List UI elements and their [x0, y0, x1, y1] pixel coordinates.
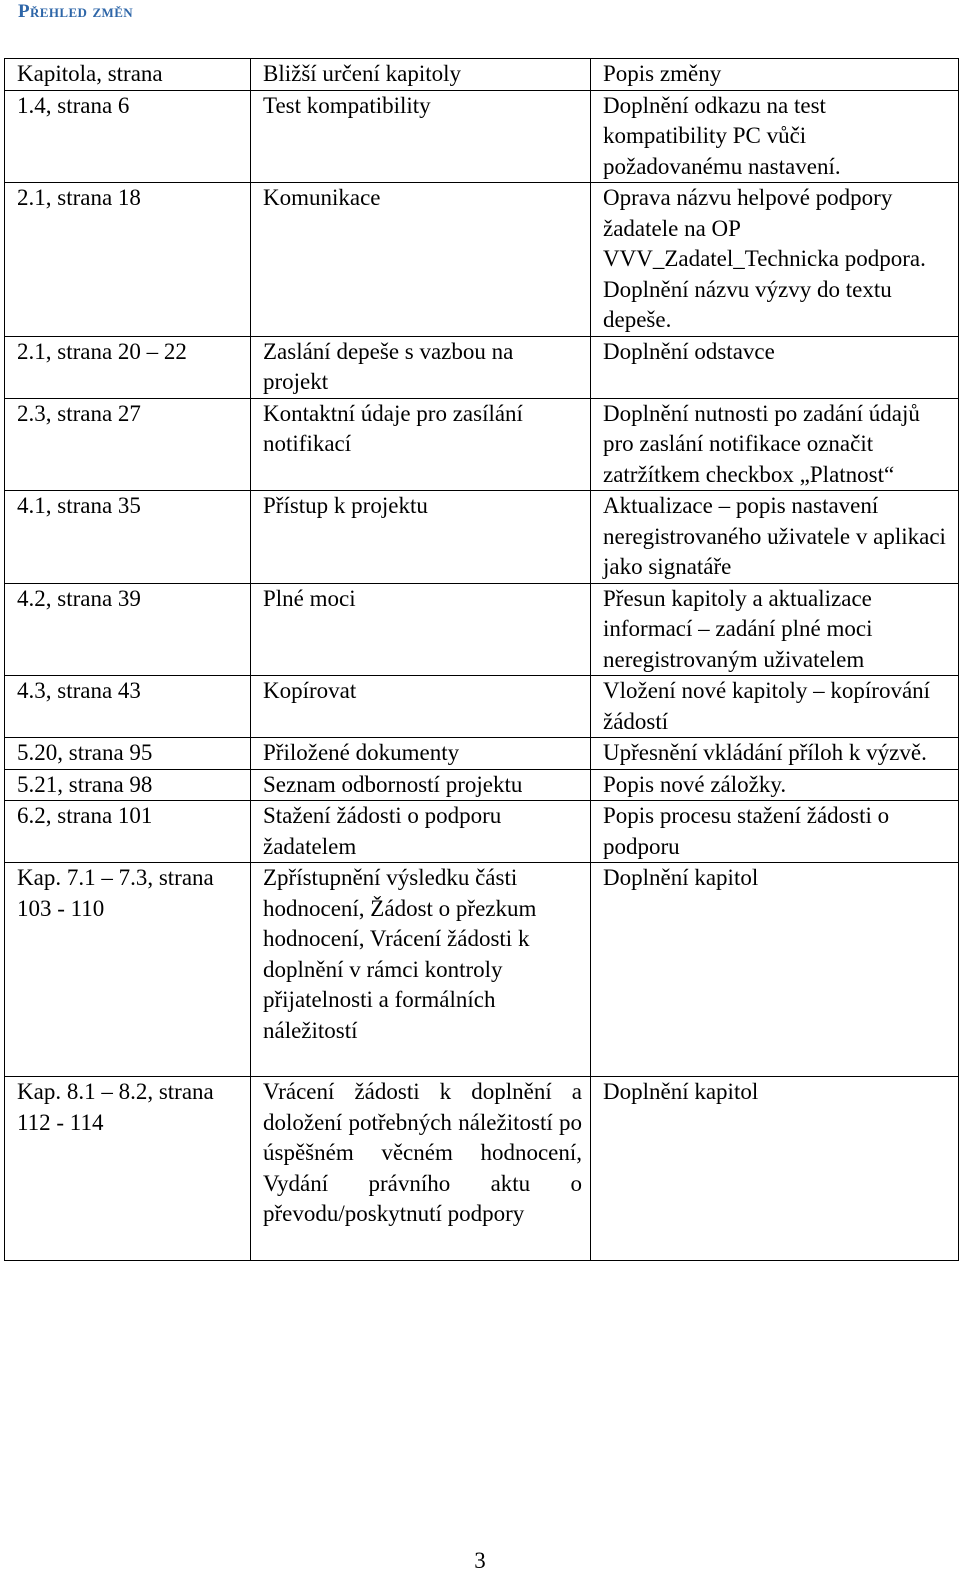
header-detail: Bližší určení kapitoly: [251, 59, 591, 91]
cell-detail: Kontaktní údaje pro zasílání notifikací: [251, 398, 591, 491]
cell-chapter: 5.21, strana 98: [5, 769, 251, 801]
cell-description: Popis procesu stažení žádosti o podporu: [591, 801, 959, 863]
cell-description: Doplnění odstavce: [591, 336, 959, 398]
cell-description: Upřesnění vkládání příloh k výzvě.: [591, 738, 959, 770]
cell-detail: Přístup k projektu: [251, 491, 591, 584]
cell-chapter: 6.2, strana 101: [5, 801, 251, 863]
cell-detail: Zpřístupnění výsledku části hodnocení, Žádost o přezkum hodnocení, Vrácení žádosti k doplnění v rámci kontroly přijatelnosti a formálních náležitostí: [251, 863, 591, 1077]
changes-table: [4, 58, 959, 1261]
cell-chapter: 5.20, strana 95: [5, 738, 251, 770]
cell-detail: Seznam odborností projektu: [251, 769, 591, 801]
cell-detail: Vrácení žádosti k doplnění a doložení potřebných náležitostí po úspěšném věcném hodnocení, Vydání právního aktu o převodu/poskytnutí podpory: [251, 1077, 591, 1261]
table-row: [5, 769, 959, 801]
cell-chapter: Kap. 7.1 – 7.3, strana 103 - 110: [5, 863, 251, 1077]
cell-description: Doplnění kapitol: [591, 1077, 959, 1261]
cell-description: Doplnění nutnosti po zadání údajů pro zaslání notifikace označit zatržítkem checkbox „Platnost“: [591, 398, 959, 491]
cell-description: Doplnění kapitol: [591, 863, 959, 1077]
cell-chapter: 4.2, strana 39: [5, 583, 251, 676]
cell-detail: Zaslání depeše s vazbou na projekt: [251, 336, 591, 398]
cell-detail: Přiložené dokumenty: [251, 738, 591, 770]
header-chapter: Kapitola, strana: [5, 59, 251, 91]
table-row: [5, 801, 959, 863]
cell-description: Přesun kapitoly a aktualizace informací – zadání plné moci neregistrovaným uživatelem: [591, 583, 959, 676]
header-description: Popis změny: [591, 59, 959, 91]
table-row: [5, 398, 959, 491]
table-row: [5, 336, 959, 398]
table-row: [5, 676, 959, 738]
table-row: [5, 491, 959, 584]
cell-chapter: 4.1, strana 35: [5, 491, 251, 584]
page-number: 3: [474, 1548, 486, 1573]
cell-chapter: 1.4, strana 6: [5, 90, 251, 183]
cell-description: Doplnění odkazu na test kompatibility PC vůči požadovanému nastavení.: [591, 90, 959, 183]
cell-chapter: 2.3, strana 27: [5, 398, 251, 491]
cell-detail: Komunikace: [251, 183, 591, 337]
cell-detail: Kopírovat: [251, 676, 591, 738]
cell-chapter: 2.1, strana 18: [5, 183, 251, 337]
table-row: [5, 183, 959, 337]
cell-description: Aktualizace – popis nastavení neregistrovaného uživatele v aplikaci jako signatáře: [591, 491, 959, 584]
cell-detail: Stažení žádosti o podporu žadatelem: [251, 801, 591, 863]
cell-chapter: 2.1, strana 20 – 22: [5, 336, 251, 398]
cell-chapter: Kap. 8.1 – 8.2, strana 112 - 114: [5, 1077, 251, 1261]
table-header-row: [5, 59, 959, 91]
table-row: [5, 738, 959, 770]
cell-chapter: 4.3, strana 43: [5, 676, 251, 738]
cell-detail: Plné moci: [251, 583, 591, 676]
section-heading: Přehled změn: [18, 1, 134, 22]
table-row: [5, 1077, 959, 1261]
table-row: [5, 90, 959, 183]
cell-description: Popis nové záložky.: [591, 769, 959, 801]
cell-detail: Test kompatibility: [251, 90, 591, 183]
cell-description: Oprava názvu helpové podpory žadatele na OP VVV_Zadatel_Technicka podpora. Doplnění názvu výzvy do textu depeše.: [591, 183, 959, 337]
table-row: [5, 863, 959, 1077]
table-row: [5, 583, 959, 676]
cell-description: Vložení nové kapitoly – kopírování žádostí: [591, 676, 959, 738]
